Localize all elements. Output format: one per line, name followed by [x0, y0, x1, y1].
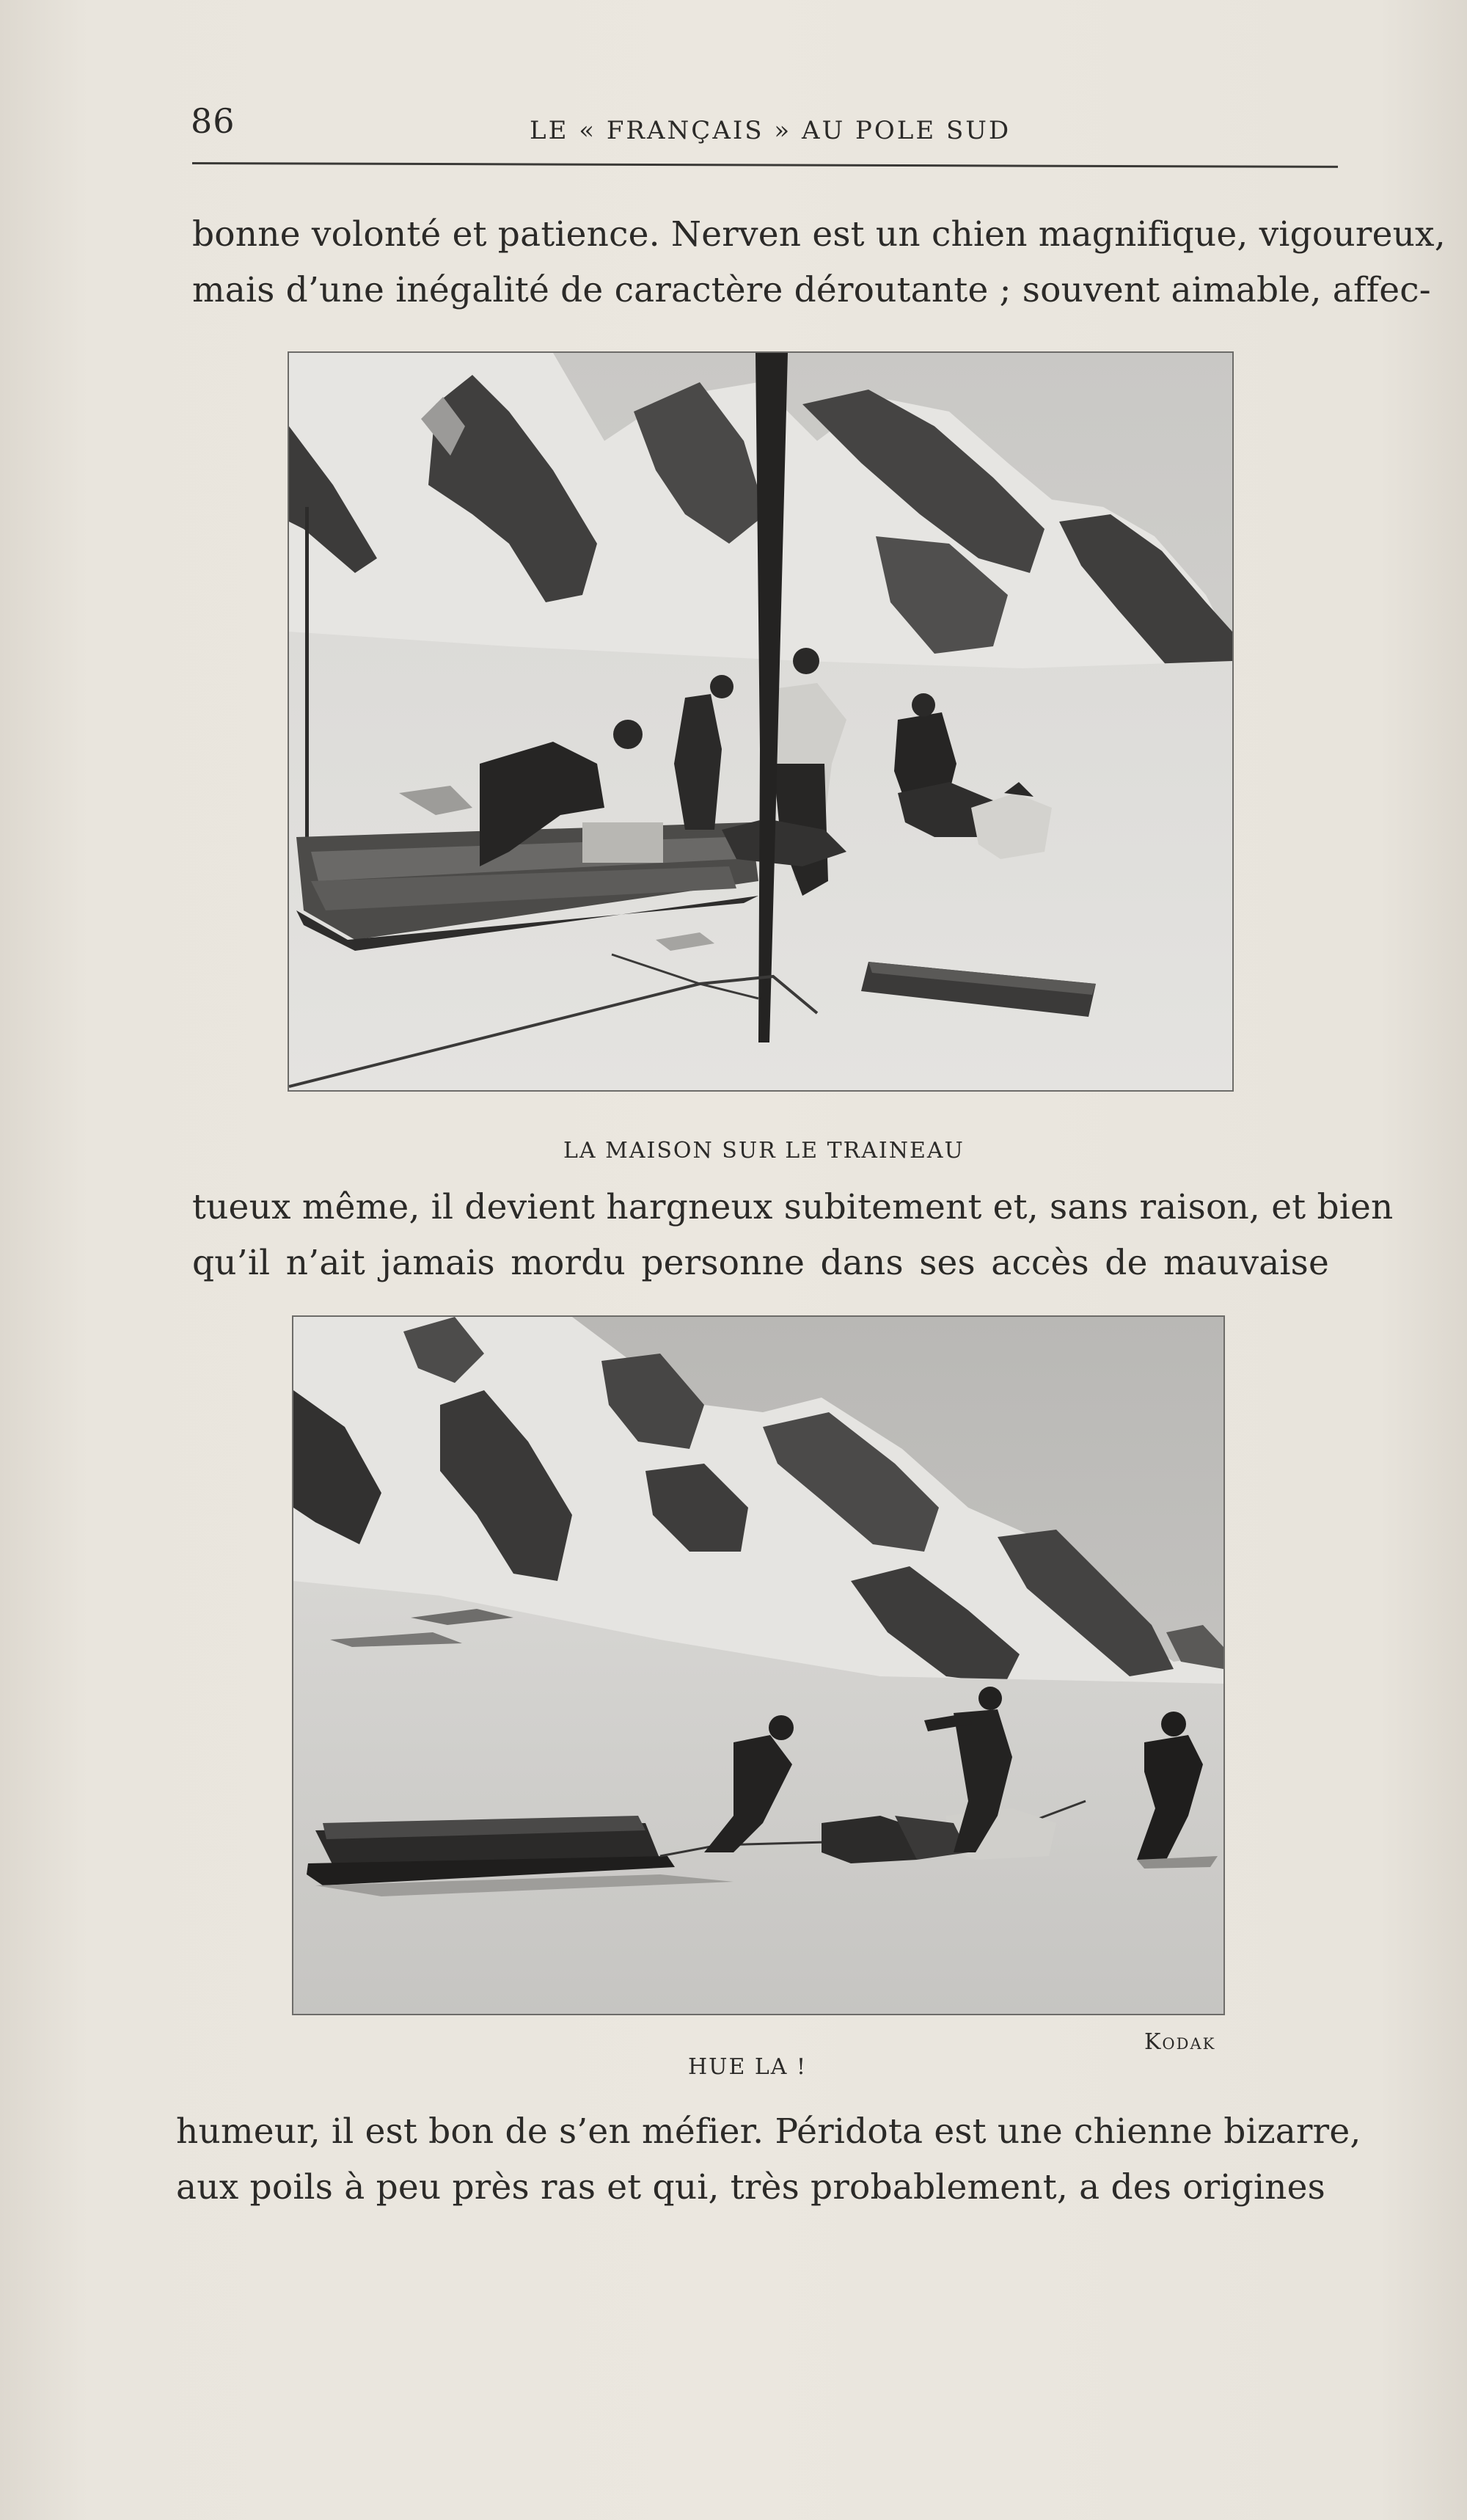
text-line: bonne volonté et patience. Nerven est un chien magnifique, vigoureux, [192, 214, 1446, 255]
running-head: LE « FRANÇAIS » AU POLE SUD [530, 116, 1011, 145]
photo-dog-sledge [293, 1317, 1223, 2014]
figure-caption: HUE LA ! [688, 2054, 808, 2080]
paragraph-middle [192, 1180, 1394, 1291]
text-line: aux poils à peu près ras et qui, très probablement, a des origines [176, 2167, 1325, 2207]
text-line: humeur, il est bon de s’en méfier. Péridota est une chienne bizarre, [176, 2111, 1361, 2152]
text-line: qu’il n’ait jamais mordu personne dans ses accès de mauvaise [192, 1243, 1329, 1283]
text-line: mais d’une inégalité de caractère déroutante ; souvent aimable, affec- [192, 270, 1431, 310]
text-line: tueux même, il devient hargneux subitement et, sans raison, et bien [192, 1187, 1394, 1227]
paragraph-bottom [176, 2104, 1361, 2216]
page-header [191, 101, 1342, 145]
photo-sledge-house [289, 353, 1232, 1090]
figure-caption: LA MAISON SUR LE TRAINEAU [563, 1138, 965, 1164]
header-rule [192, 162, 1338, 168]
page-number: 86 [191, 101, 235, 141]
paragraph-top [192, 207, 1446, 318]
photo-credit: Kodak [1144, 2029, 1216, 2055]
